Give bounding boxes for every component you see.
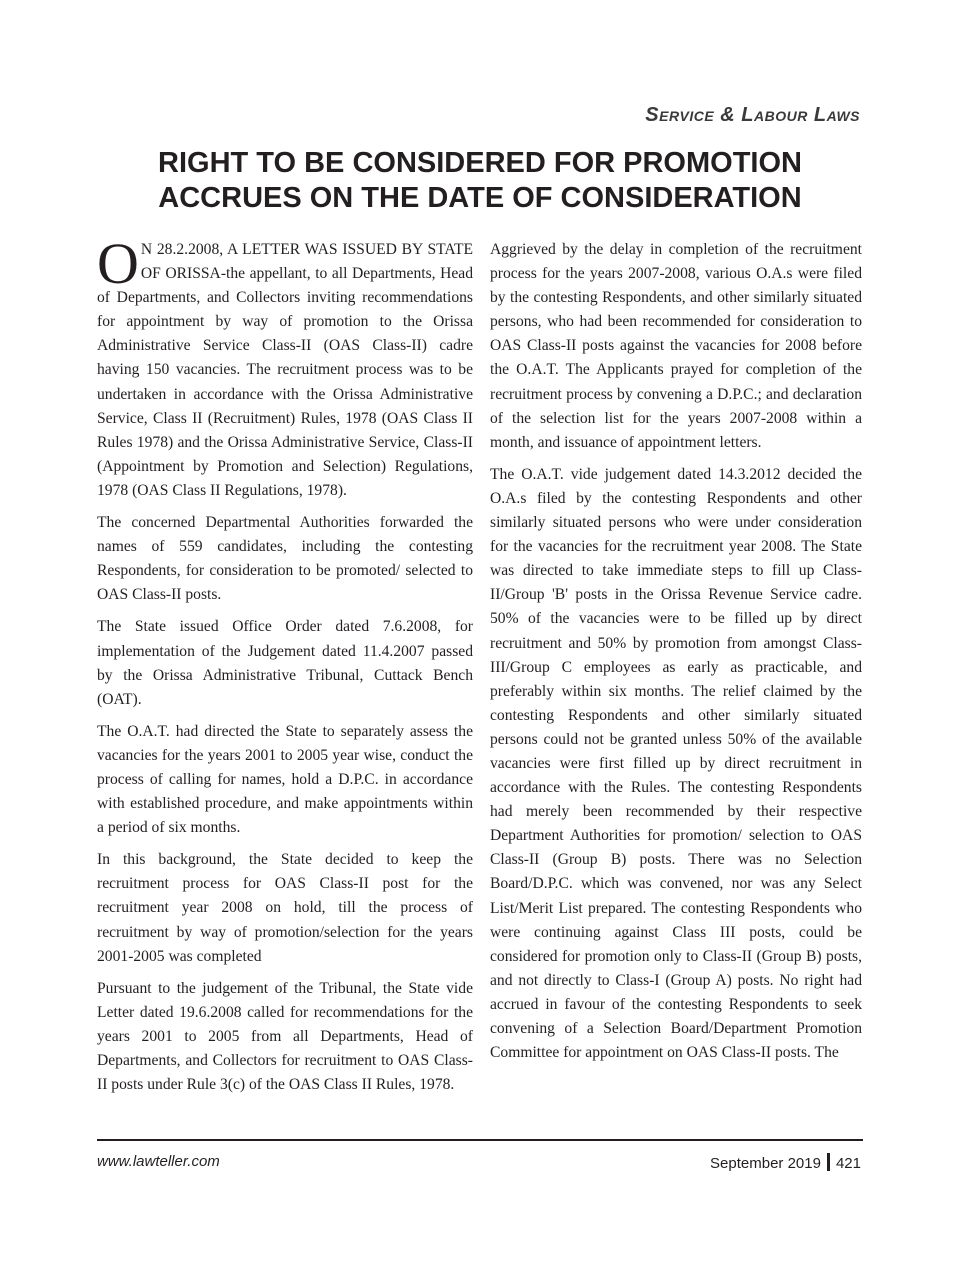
left-column: [97, 231, 473, 1105]
page-footer-info: [710, 1153, 861, 1172]
issue-date: September 2019: [710, 1155, 821, 1172]
paragraph: Pursuant to the judgement of the Tribunal, the State vide Letter dated 19.6.2008 called for recommendations for the years 2001 to 2005 from all Departments, Head of Departments, and Collectors for recruitment to OAS Class-II posts under Rule 3(c) of the OAS Class II Rules, 1978.: [97, 979, 473, 1094]
paragraph-text: N 28.2.2008, A LETTER WAS ISSUED BY STATE OF ORISSA-the appellant, to all Departments, Head of Departments, and Collectors inviting recommendations for appointment by way of promotion to the Orissa Administrative Service Class-II (OAS Class-II) cadre having 150 vacancies. The recruitment process was to be undertaken in accordance with the Orissa Administrative Service, Class II (Recruitment) Rules, 1978 (OAS Class II Rules 1978) and the Orissa Administrative Service, Class-II (Appointment by Promotion and Selection) Regulations, 1978 (OAS Class II Regulations, 1978).: [97, 241, 473, 499]
drop-cap: O: [97, 231, 139, 296]
page-number: 421: [835, 1155, 861, 1172]
footer-separator: [827, 1153, 830, 1171]
article-title: [97, 146, 863, 216]
right-column: [490, 238, 862, 1073]
title-line-2: ACCRUES ON THE DATE OF CONSIDERATION: [158, 182, 802, 214]
paragraph: The O.A.T. vide judgement dated 14.3.2012 decided the O.A.s filed by the contesting Respondents and other similarly situated persons who were under consideration for the vacancies for the recruitment year 2008. The State was directed to take immediate steps to fill up Class-II/Group 'B' posts in the Orissa Revenue Service cadre. 50% of the vacancies were to be filled up by direct recruitment and 50% by promotion from amongst Class-III/Group C employees as early as practicable, and preferably within six months. The relief claimed by the contesting Respondents and other similarly situated persons could not be granted unless 50% of the available vacancies were first filled up by direct recruitment in accordance with the Rules. The contesting Respondents had merely been recommended by their respective Department Authorities for promotion/ selection to OAS Class-II (Group B) posts. There was no Selection Board/D.P.C. which was convened, nor was any Select List/Merit List prepared. The contesting Respondents who were continuing against Class III posts, could be considered for promotion only to Class-II (Group B) posts, and not directly to Class-I (Group A) posts. No right had accrued in favour of the contesting Respondents to seek convening of a Selection Board/Department Promotion Committee for appointment on OAS Class-II posts. The: [490, 465, 862, 1062]
title-line-1: RIGHT TO BE CONSIDERED FOR PROMOTION: [158, 147, 802, 179]
paragraph: The State issued Office Order dated 7.6.2008, for implementation of the Judgement dated 11.4.2007 passed by the Orissa Administrative Tribunal, Cuttack Bench (OAT).: [97, 618, 473, 708]
footer-divider: [97, 1139, 863, 1141]
paragraph: [97, 231, 473, 503]
paragraph: In this background, the State decided to keep the recruitment process for OAS Class-II post for the recruitment year 2008 on hold, till the process of recruitment by way of promotion/selection for the years 2001-2005 was completed: [97, 851, 473, 965]
paragraph: The O.A.T. had directed the State to separately assess the vacancies for the years 2001 to 2005 year wise, conduct the process of calling for names, hold a D.P.C. in accordance with established procedure, and make appointments within a period of six months.: [97, 722, 473, 837]
paragraph: The concerned Departmental Authorities forwarded the names of 559 candidates, including the contesting Respondents, for consideration to be promoted/ selected to OAS Class-II posts.: [97, 514, 473, 604]
paragraph: Aggrieved by the delay in completion of the recruitment process for the years 2007-2008, various O.A.s were filed by the contesting Respondents, and other similarly situated persons, who had been recommended for consideration to OAS Class-II posts against the vacancies for 2008 before the O.A.T. The Applicants prayed for completion of the recruitment process by convening a D.P.C.; and declaration of the selection list for the years 2007-2008 within a month, and issuance of appointment letters.: [490, 241, 862, 451]
website-link[interactable]: www.lawteller.com: [97, 1153, 220, 1170]
section-header: Service & Labour Laws: [645, 104, 860, 126]
